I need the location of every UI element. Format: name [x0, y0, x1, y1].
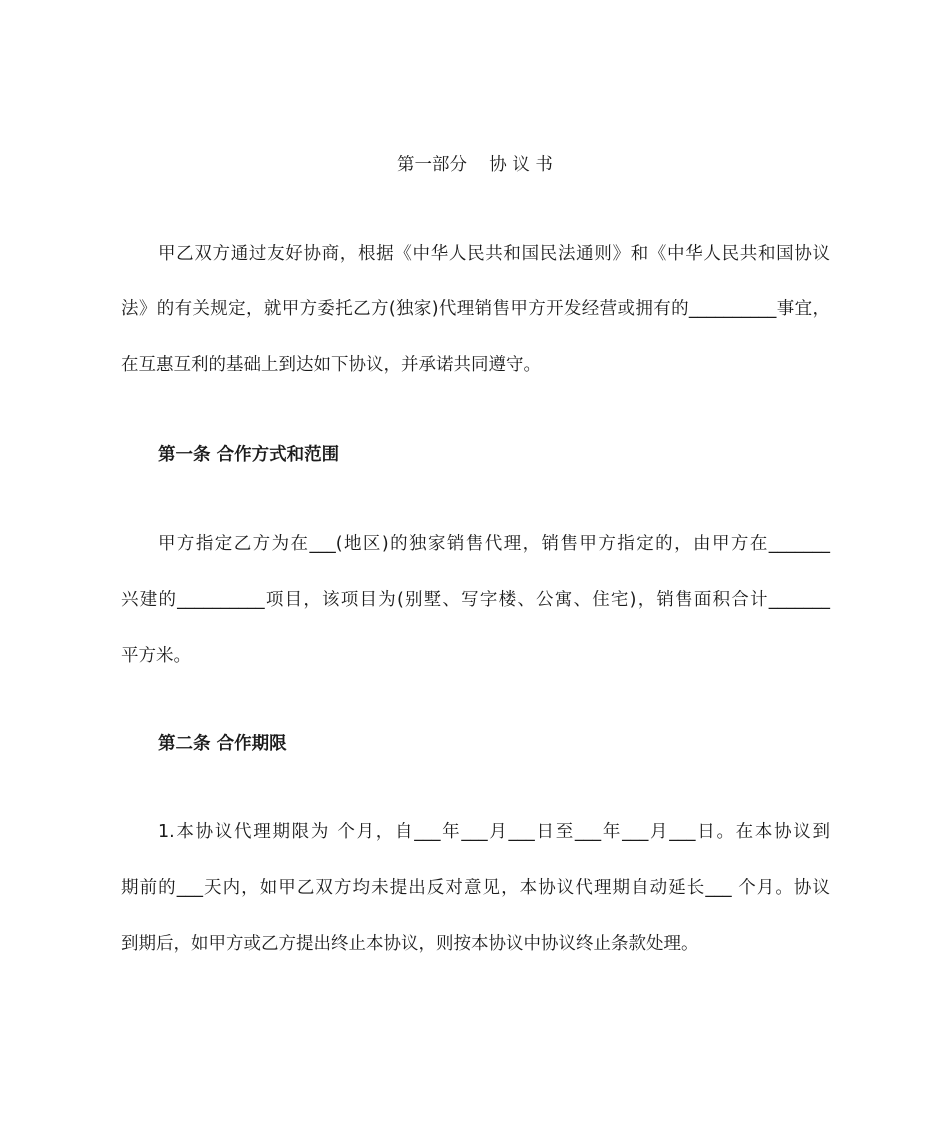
- document-title: 第一部分 协 议 书: [397, 155, 553, 175]
- article-1-heading: 第一条 合作方式和范围: [158, 445, 340, 465]
- article-2-line-2: 期前的___天内，如甲乙双方均未提出反对意见，本协议代理期自动延长___ 个月。协议: [121, 878, 830, 898]
- intro-paragraph-line-2: 法》的有关规定，就甲方委托乙方(独家)代理销售甲方开发经营或拥有的__________事宜，: [121, 299, 830, 319]
- intro-paragraph-line-1: 甲乙双方通过友好协商，根据《中华人民共和国民法通则》和《中华人民共和国协议: [158, 244, 830, 264]
- intro-paragraph-line-3: 在互惠互利的基础上到达如下协议，并承诺共同遵守。: [121, 355, 541, 375]
- article-1-line-1: 甲方指定乙方为在___(地区)的独家销售代理，销售甲方指定的，由甲方在_______: [158, 534, 830, 554]
- article-2-line-1: 1.本协议代理期限为 个月，自___年___月___日至___年___月___日。在本协议到: [158, 822, 830, 842]
- article-1-line-3: 平方米。: [121, 646, 191, 666]
- article-2-line-3: 到期后，如甲方或乙方提出终止本协议，则按本协议中协议终止条款处理。: [121, 934, 699, 954]
- article-1-line-2: 兴建的__________项目，该项目为(别墅、写字楼、公寓、住宅)，销售面积合计_______: [121, 590, 830, 610]
- article-2-heading: 第二条 合作期限: [158, 734, 287, 754]
